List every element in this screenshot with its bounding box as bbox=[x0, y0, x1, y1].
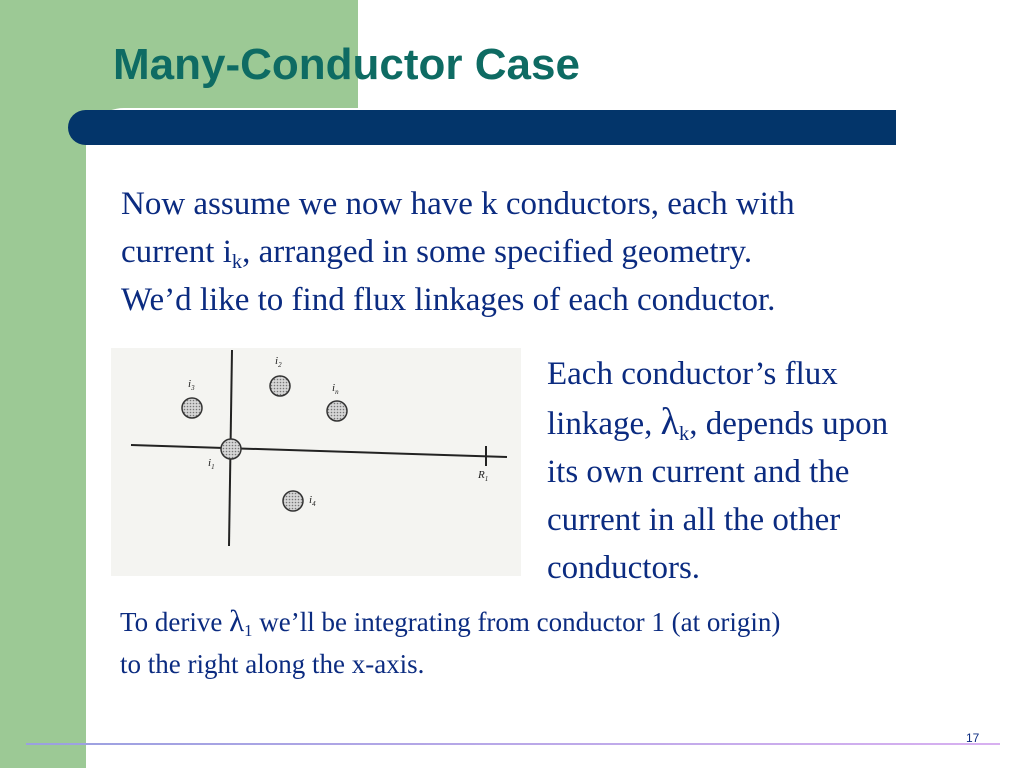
label-i4: $i_4$ bbox=[309, 494, 316, 508]
title-bar bbox=[68, 110, 896, 145]
lambda-symbol: λ bbox=[660, 401, 680, 443]
conductor-3 bbox=[182, 398, 202, 418]
lambda-1-symbol: λ bbox=[229, 603, 245, 638]
label-i1: $i_1$ bbox=[208, 457, 215, 471]
intro-paragraph bbox=[121, 180, 961, 324]
flux-linkage-paragraph bbox=[547, 350, 987, 592]
flux-line-2-post: , depends upon bbox=[689, 406, 889, 442]
flux-line-4: current in all the other bbox=[547, 502, 841, 538]
flux-line-5: conductors. bbox=[547, 550, 701, 586]
derive-line-2: to the right along the x-axis. bbox=[120, 649, 425, 679]
label-r1: $R_1$ bbox=[478, 469, 489, 483]
intro-line-2-post: , arranged in some specified geometry. bbox=[242, 234, 753, 270]
label-i2: $i_2$ bbox=[275, 355, 282, 369]
label-in: $i_n$ bbox=[332, 382, 339, 396]
conductor-4 bbox=[283, 491, 303, 511]
conductor-2 bbox=[270, 376, 290, 396]
intro-line-3: We’d like to find flux linkages of each conductor. bbox=[121, 282, 776, 318]
derivation-paragraph bbox=[120, 600, 990, 685]
footer-divider bbox=[26, 743, 1000, 745]
label-i3: $i_3$ bbox=[188, 378, 195, 392]
intro-line-2-sub: k bbox=[231, 251, 243, 274]
page-number: 17 bbox=[966, 731, 980, 745]
derive-sub: 1 bbox=[244, 621, 253, 641]
flux-line-2-pre: linkage, bbox=[547, 406, 661, 442]
flux-line-1: Each conductor’s flux bbox=[547, 356, 838, 392]
intro-line-2-pre: current i bbox=[121, 234, 232, 270]
conductor-diagram bbox=[111, 348, 521, 576]
conductor-n bbox=[327, 401, 347, 421]
conductor-geometry-figure bbox=[111, 348, 521, 576]
intro-line-1: Now assume we now have k conductors, each with bbox=[121, 186, 795, 222]
derive-pre: To derive bbox=[120, 607, 230, 637]
slide-title: Many-Conductor Case bbox=[113, 40, 580, 89]
derive-post: we’ll be integrating from conductor 1 (at origin) bbox=[252, 607, 781, 637]
conductor-1 bbox=[221, 439, 241, 459]
flux-line-2-sub: k bbox=[679, 423, 690, 446]
x-axis bbox=[131, 445, 507, 457]
flux-line-3: its own current and the bbox=[547, 454, 850, 490]
